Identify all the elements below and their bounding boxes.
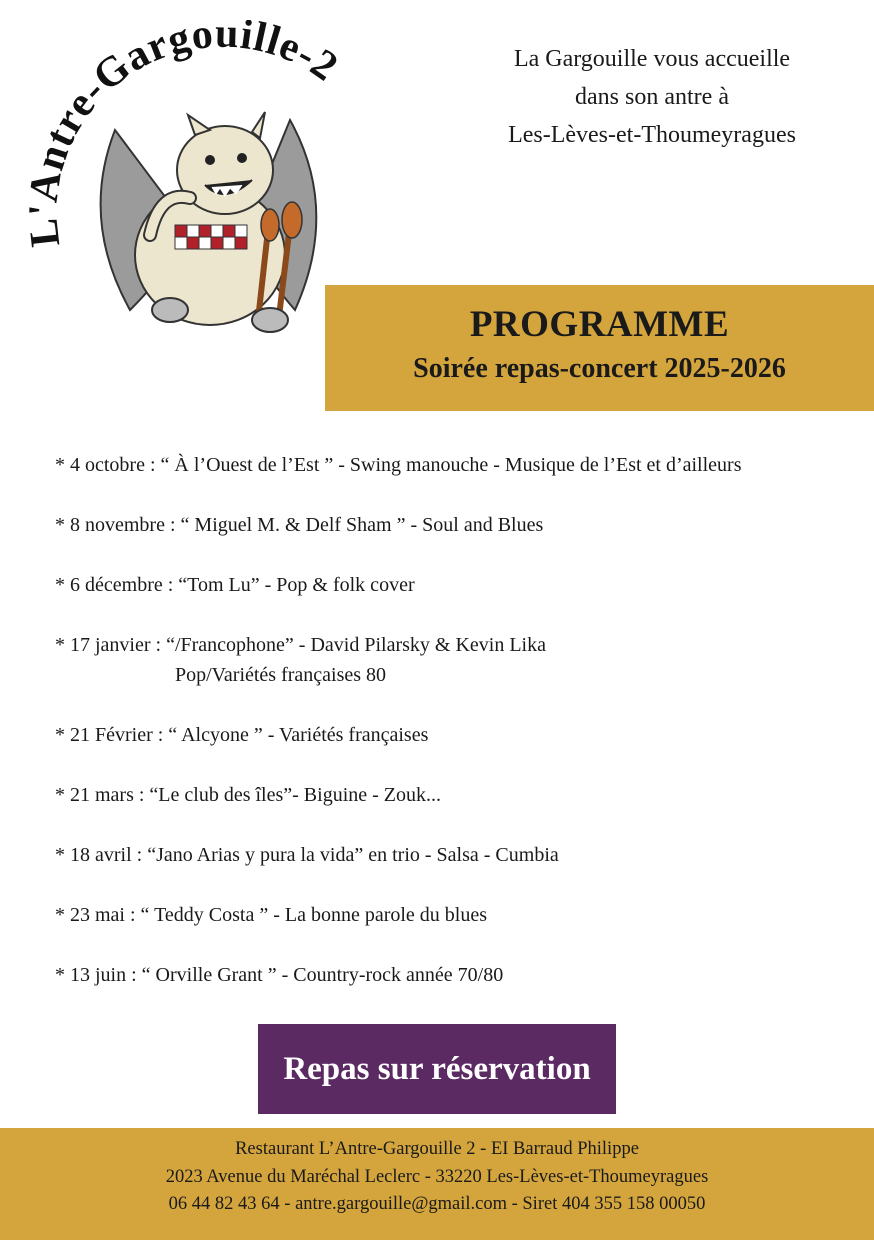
footer (0, 1128, 874, 1240)
event-item: * 21 Février : “ Alcyone ” - Variétés françaises (55, 724, 429, 746)
event-item: * 18 avril : “Jano Arias y pura la vida” en trio - Salsa - Cumbia (55, 844, 559, 866)
event-item: * 21 mars : “Le club des îles”- Biguine - Zouk... (55, 784, 442, 806)
event-item: * 6 décembre : “Tom Lu” - Pop & folk cover (55, 574, 415, 596)
event-item: * 13 juin : “ Orville Grant ” - Country-rock année 70/80 (55, 964, 504, 986)
programme-title: PROGRAMME (469, 304, 730, 345)
programme-subtitle: Soirée repas-concert 2025-2026 (413, 353, 786, 384)
reservation-button[interactable]: Repas sur réservation (258, 1024, 616, 1114)
programme-banner (325, 285, 874, 411)
footer-contact-line: 06 44 82 43 64 - antre.gargouille@gmail.com - Siret 404 355 158 00050 (168, 1194, 706, 1214)
event-item-continuation: Pop/Variétés françaises 80 (175, 664, 387, 686)
event-item: * 8 novembre : “ Miguel M. & Delf Sham ” - Soul and Blues (55, 514, 544, 536)
footer-restaurant-line: Restaurant L’Antre-Gargouille 2 - EI Barraud Philippe (235, 1139, 639, 1159)
event-item: * 23 mai : “ Teddy Costa ” - La bonne parole du blues (55, 904, 488, 926)
event-item: * 4 octobre : “ À l’Ouest de l’Est ” - Swing manouche - Musique de l’Est et d’ailleurs (55, 454, 742, 476)
welcome-line: La Gargouille vous accueille (513, 46, 791, 72)
welcome-line: dans son antre à (575, 84, 729, 110)
welcome-line: Les-Lèves-et-Thoumeyragues (508, 122, 796, 148)
logo-title: L'Antre-Gargouille-2 (20, 20, 347, 250)
event-item: * 17 janvier : “/Francophone” - David Pilarsky & Kevin Lika (55, 634, 546, 656)
footer-address-line: 2023 Avenue du Maréchal Leclerc - 33220 Les-Lèves-et-Thoumeyragues (165, 1166, 709, 1187)
welcome-text (450, 40, 854, 154)
